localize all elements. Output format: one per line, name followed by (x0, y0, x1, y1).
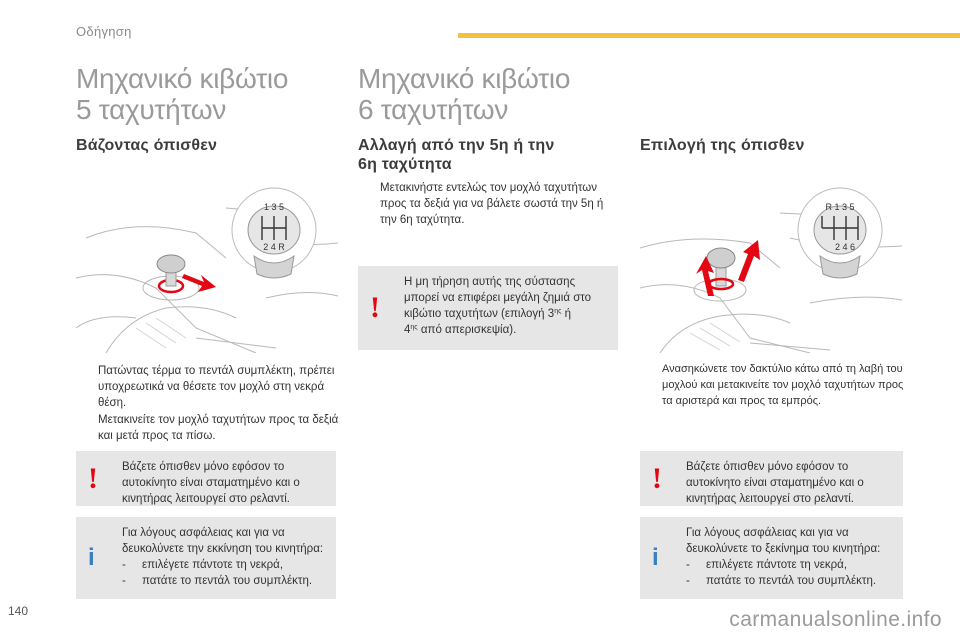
col2-warning-box (358, 266, 618, 350)
col1-subtitle: Βάζοντας όπισθεν (76, 137, 218, 154)
col3-bullet-1-text: Ανασηκώνετε τον δακτύλιο κάτω από τη λαβή του μοχλού και μετακινείτε τον μοχλό ταχυτήτων προς τα αριστερά και προς τα εμπρός. (662, 363, 904, 407)
col3-info-box (640, 517, 903, 599)
col2-warning-sup-2: ης (410, 324, 418, 331)
col1-title-line1: Μηχανικό κιβώτιο (76, 63, 289, 94)
col2-warning-sup-1: ης (554, 308, 562, 315)
col1-bullet-1 (76, 363, 344, 411)
col1-info-item-2 (122, 573, 326, 589)
col3-info-item-1-text: επιλέγετε πάντοτε τη νεκρά, (706, 559, 848, 571)
col1-title-line2: 5 ταχυτήτων (76, 94, 227, 125)
dash-glyph: - (122, 575, 126, 587)
dash-glyph: - (686, 575, 690, 587)
col1-info-item-1 (122, 557, 326, 573)
accent-bar (458, 33, 960, 38)
col3-bullet-1 (640, 361, 908, 409)
col2-warning-mid: ή (561, 308, 572, 320)
col3-info-item-2-text: πατάτε το πεντάλ του συμπλέκτη. (706, 575, 877, 587)
warning-icon: ! (88, 461, 98, 495)
col3-subtitle: Επιλογή της όπισθεν (640, 137, 805, 154)
knob-6-top-label: R 1 3 5 (825, 202, 855, 212)
col1-bullet-1-text: Πατώντας τέρμα το πεντάλ συμπλέκτη, πρέπει υποχρεωτικά να θέσετε τον μοχλό στη νεκρά θέση. (98, 365, 335, 409)
col2-subtitle-line1: Αλλαγή από την 5η ή την (358, 137, 555, 154)
col1-info-box (76, 517, 336, 599)
col2-bullet-1 (358, 180, 623, 228)
col2-subtitle (358, 136, 554, 174)
col3-warning-box (640, 451, 903, 506)
col2-bullet-1-text: Μετακινήστε εντελώς τον μοχλό ταχυτήτων προς τα δεξιά για να βάλετε σωστά την 5η ή την 6η ταχύτητα. (380, 182, 604, 226)
col1-bullet-2-text: Μετακινείτε τον μοχλό ταχυτήτων προς τα δεξιά και μετά προς τα πίσω. (98, 414, 339, 442)
col2-instructions (358, 180, 623, 229)
col1-title (76, 63, 288, 125)
col2-warning-text-2: 4 (404, 324, 411, 336)
col2-title-line2: 6 ταχυτήτων (358, 94, 509, 125)
knob-6-bottom-label: 2 4 6 (834, 242, 856, 252)
col1-info-item-1-text: επιλέγετε πάντοτε τη νεκρά, (142, 559, 284, 571)
info-icon: i (652, 544, 659, 571)
col3-info-item-2 (686, 573, 893, 589)
page-number: 140 (8, 604, 29, 618)
dash-glyph: - (686, 559, 690, 571)
col3-info-item-1 (686, 557, 893, 573)
warning-icon: ! (370, 291, 380, 324)
col2-warning-text-1: Η μη τήρηση αυτής της σύστασης μπορεί να επιφέρει μεγάλη ζημιά στο κιβώτιο ταχυτήτων (επιλογή 3 (404, 276, 592, 320)
knob-5-bottom-label: 2 4 R (263, 242, 285, 252)
col1-bullet-2 (76, 412, 344, 444)
col2-subtitle-line2: 6η ταχύτητα (358, 156, 452, 173)
watermark: carmanualsonline.info (729, 608, 942, 631)
col1-info-item-2-text: πατάτε το πεντάλ του συμπλέκτη. (142, 575, 313, 587)
col1-warning-box (76, 451, 336, 506)
warning-icon: ! (652, 461, 662, 495)
col2-warning-text-3: από απερισκεψία). (417, 324, 517, 336)
col3-instructions (640, 361, 908, 410)
col3-info-text: Για λόγους ασφάλειας και για να δευκολύνετε το ξεκίνημα του κινητήρα: (686, 527, 881, 555)
col1-instructions (76, 363, 344, 445)
col1-info-text: Για λόγους ασφάλειας και για να δευκολύνετε την εκκίνηση του κινητήρα: (122, 527, 324, 555)
dash-glyph: - (122, 559, 126, 571)
section-label: Οδήγηση (76, 24, 132, 39)
col3-warning-text: Βάζετε όπισθεν μόνο εφόσον το αυτοκίνητο είναι σταματημένο και ο κινητήρας λειτουργεί στο ρελαντί. (686, 461, 864, 505)
col2-title (358, 63, 570, 125)
illustration-5speed-reverse (76, 178, 338, 353)
info-icon: i (88, 544, 95, 571)
col1-warning-text: Βάζετε όπισθεν μόνο εφόσον το αυτοκίνητο είναι σταματημένο και ο κινητήρας λειτουργεί στο ρελαντί. (122, 461, 300, 505)
col2-title-line1: Μηχανικό κιβώτιο (358, 63, 571, 94)
knob-5-top-label: 1 3 5 (263, 202, 285, 212)
illustration-6speed-reverse (640, 178, 902, 353)
